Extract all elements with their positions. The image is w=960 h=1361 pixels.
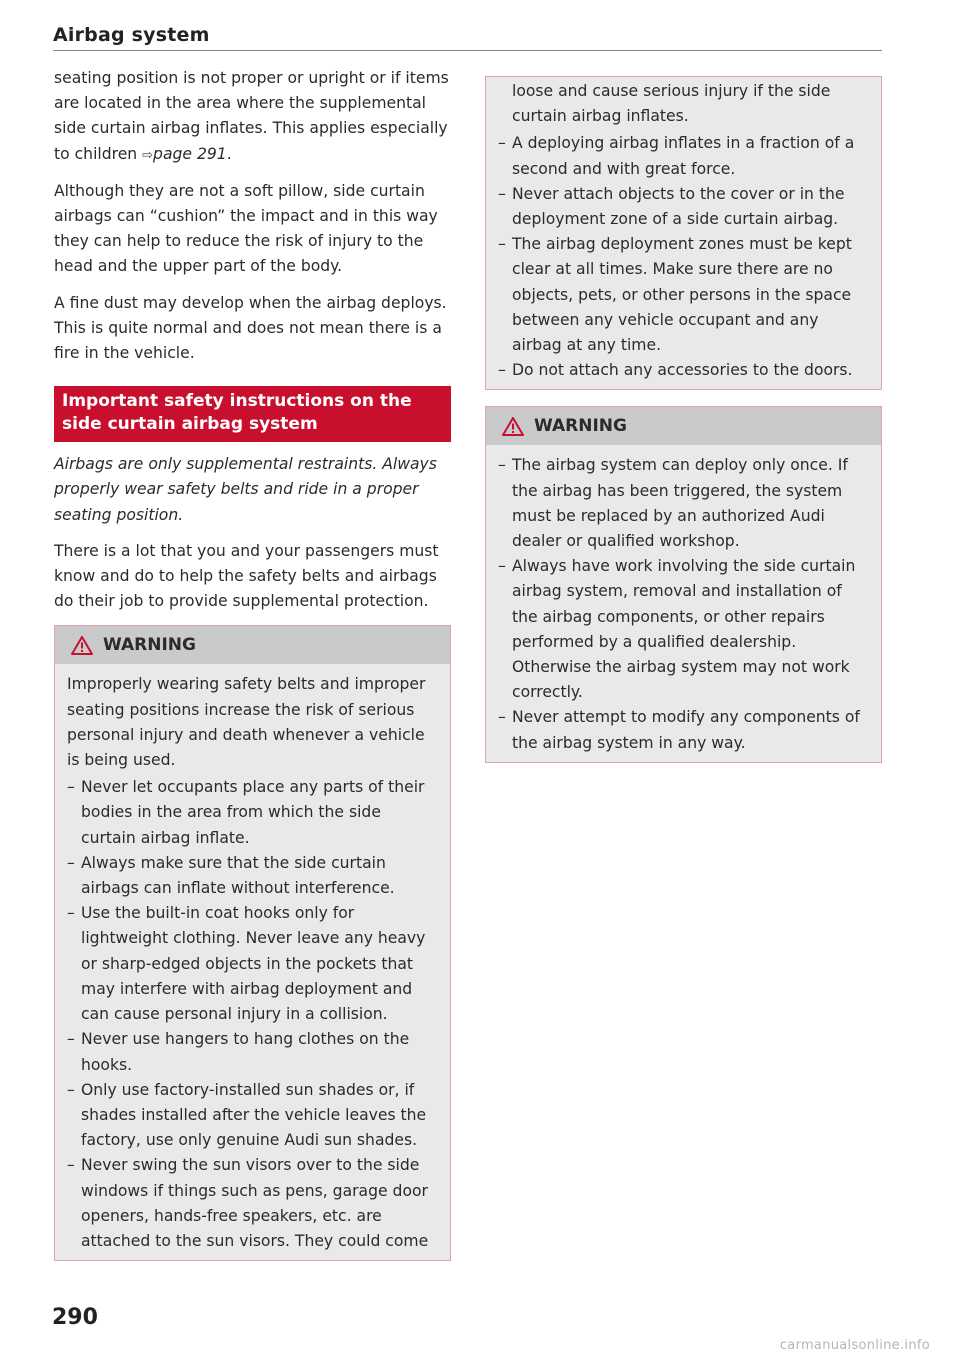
warning-triangle-icon (71, 636, 93, 655)
warning-item: – Never use hangers to hang clothes on the hooks. (67, 1027, 438, 1077)
intro-paragraph-1-text: seating position is not proper or upright or if items are located in the area where the supplemental side curtain airbag inflates. This applies especially to children (54, 69, 449, 163)
watermark: carmanualsonline.info (779, 1338, 930, 1353)
warning-body (55, 664, 450, 1260)
intro-paragraph-2: Although they are not a soft pillow, side curtain airbags can “cushion” the impact and in this way they can help to reduce the risk of injury to the head and the upper part of the body. (54, 181, 438, 276)
left-column (54, 66, 451, 1261)
warning-item: – Never swing the sun visors over to the side windows if things such as pens, garage door openers, hands-free speakers, etc. are attached to the sun visors. They could come (67, 1153, 438, 1254)
warning-2-list (498, 453, 869, 755)
warning-box-continued (485, 76, 882, 390)
page-number: 290 (52, 1305, 98, 1330)
arrow-right-icon: ⇨ (142, 147, 154, 163)
warning-continued-list (498, 131, 869, 383)
section-heading: Important safety instructions on the side curtain airbag system (54, 386, 451, 442)
warning-2-header (486, 407, 881, 445)
warning-item: – The airbag deployment zones must be kept clear at all times. Make sure there are no objects, pets, or other persons in the space between any vehicle occupant and any airbag at any time. (498, 232, 869, 358)
warning-triangle-icon (502, 417, 524, 436)
intro-paragraph-1 (54, 66, 451, 168)
section-paragraph: There is a lot that you and your passengers must know and do to help the safety belts and airbags do their job to provide supplemental protection. (54, 541, 439, 611)
warning-continued-body (486, 77, 881, 389)
warning-2-body (486, 445, 881, 761)
header-divider (53, 50, 882, 51)
warning-2-label: WARNING (534, 415, 627, 436)
warning-continuation: loose and cause serious injury if the side curtain airbag inflates. (512, 82, 831, 126)
warning-item: – Always have work involving the side curtain airbag system, removal and installation of the airbag components, or other repairs performed by a qualified dealership. Otherwise the airbag system may not work correctly. (498, 554, 869, 705)
warning-item: – Never attempt to modify any components of the airbag system in any way. (498, 705, 869, 755)
warning-list (67, 775, 438, 1254)
section-lead: Airbags are only supplemental restraints. Always properly wear safety belts and ride in a proper seating position. (54, 455, 437, 524)
warning-item: – Never attach objects to the cover or in the deployment zone of a side curtain airbag. (498, 182, 869, 232)
page-reference-link[interactable] (142, 145, 227, 163)
page-reference-text: page 291 (153, 144, 227, 163)
page-header-title: Airbag system (53, 24, 210, 46)
warning-item: – Do not attach any accessories to the doors. (498, 358, 869, 383)
intro-paragraph-1-end: . (226, 144, 232, 163)
warning-header (55, 626, 450, 664)
warning-box (54, 625, 451, 1261)
warning-item: – Only use factory-installed sun shades or, if shades installed after the vehicle leaves the factory, use only genuine Audi sun shades. (67, 1078, 438, 1154)
warning-item: – The airbag system can deploy only once. If the airbag has been triggered, the system must be replaced by an authorized Audi dealer or qualified workshop. (498, 453, 869, 554)
warning-item: – Always make sure that the side curtain airbags can inflate without interference. (67, 851, 438, 901)
warning-item: – Never let occupants place any parts of their bodies in the area from which the side curtain airbag inflate. (67, 775, 438, 851)
warning-item: – Use the built-in coat hooks only for lightweight clothing. Never leave any heavy or sharp-edged objects in the pockets that may interfere with airbag deployment and can cause personal injury in a collision. (67, 901, 438, 1027)
right-column (485, 76, 882, 763)
intro-paragraph-3: A fine dust may develop when the airbag deploys. This is quite normal and does not mean there is a fire in the vehicle. (54, 293, 447, 363)
warning-intro: Improperly wearing safety belts and improper seating positions increase the risk of serious personal injury and death whenever a vehicle is being used. (67, 675, 426, 770)
warning-label: WARNING (103, 634, 196, 655)
warning-item: – A deploying airbag inflates in a fraction of a second and with great force. (498, 131, 869, 181)
warning-box-2 (485, 406, 882, 762)
